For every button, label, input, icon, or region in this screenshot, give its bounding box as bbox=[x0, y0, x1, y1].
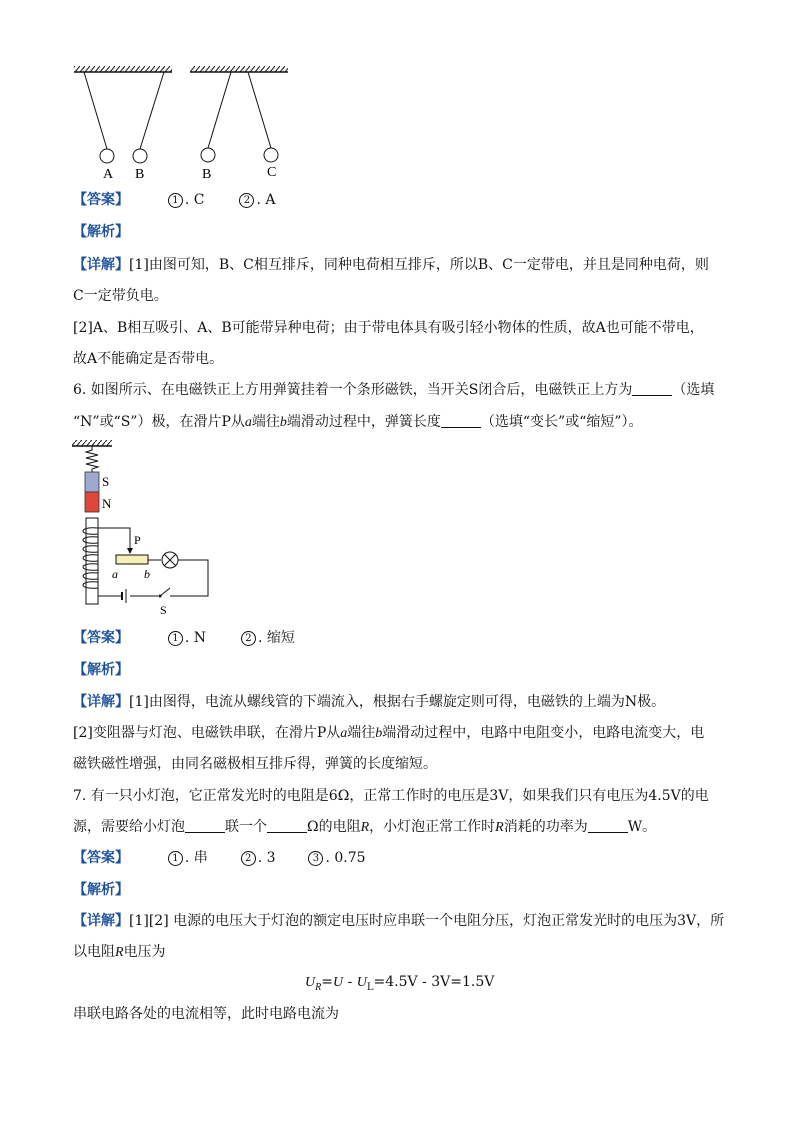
q7-stem-line1: 7. 有一只小灯泡，它正常发光时的电阻是6Ω，正常工作时的电压是3V，如果我们只有电压为4.5V的电 bbox=[73, 788, 709, 804]
answer-item: 1 . 串 bbox=[168, 848, 208, 868]
q6-analysis-label: 【解析】 bbox=[73, 662, 129, 678]
pole-s-label: S bbox=[102, 474, 110, 489]
ball-c bbox=[264, 148, 278, 162]
q7-last-line: 串联电路各处的电流相等，此时电路电流为 bbox=[73, 1006, 339, 1022]
electromagnet-figure bbox=[60, 436, 220, 616]
answer-item: 3 . 0.75 bbox=[308, 848, 365, 868]
q6-stem-line2: “N”或“S”）极，在滑片P从a端往b端滑动过程中，弹簧长度 （选填“变长”或“缩短”）。 bbox=[73, 414, 643, 430]
q7-formula: $U_R=U - U_L=4.5V - 3V=1.5V$ bbox=[305, 974, 495, 993]
blank-2 bbox=[441, 427, 481, 428]
q5-detail1-line2: C一定带负电。 bbox=[73, 288, 168, 304]
pendulum-figure bbox=[60, 60, 300, 190]
spring bbox=[86, 446, 98, 472]
q7-detail-line2: 以电阻R电压为 bbox=[73, 944, 166, 960]
slider-arrow bbox=[127, 548, 133, 554]
label-a: A bbox=[103, 167, 114, 182]
magnet-s-pole bbox=[85, 472, 99, 492]
end-a-label: a bbox=[112, 567, 118, 581]
slider-p-label: P bbox=[134, 533, 141, 547]
ceiling-left bbox=[74, 66, 172, 72]
q6-detail1: 【详解】[1]由图得，电流从螺线管的下端流入，根据右手螺旋定则可得，电磁铁的上端为N极。 bbox=[73, 694, 666, 710]
answer-item: 2 . 3 bbox=[241, 848, 276, 868]
blank-1 bbox=[185, 832, 225, 833]
end-b-label: b bbox=[144, 567, 150, 581]
pole-n-label: N bbox=[102, 496, 112, 511]
ceiling-right bbox=[190, 66, 288, 72]
q5-detail2-line1: [2]A、B相互吸引、A、B可能带异种电荷；由于带电体具有吸引轻小物体的性质，故A也可能不带电， bbox=[73, 320, 704, 336]
blank-2 bbox=[267, 832, 307, 833]
q7-detail-line1: 【详解】[1][2] 电源的电压大于灯泡的额定电压时应串联一个电阻分压，灯泡正常发光时的电压为3V，所 bbox=[73, 913, 725, 929]
q7-analysis-label: 【解析】 bbox=[73, 882, 129, 898]
answer-item: 1 . C bbox=[168, 190, 205, 210]
q5-answer-line bbox=[73, 190, 275, 210]
answer-label: 【答案】 bbox=[73, 192, 129, 208]
answer-item: 1 . N bbox=[168, 628, 206, 648]
q6-answer-line: 【答案】 1 . N 2 . 缩短 bbox=[73, 630, 295, 646]
label-b-left: B bbox=[135, 167, 145, 182]
magnet-n-pole bbox=[85, 492, 99, 512]
q5-detail2-line2: 故A不能确定是否带电。 bbox=[73, 351, 224, 367]
lamp bbox=[162, 552, 178, 568]
label-b-right: B bbox=[202, 167, 212, 182]
q6-detail2-line2: 磁铁磁性增强，由同名磁极相互排斥得，弹簧的长度缩短。 bbox=[73, 756, 437, 772]
ball-b-right bbox=[201, 148, 215, 162]
q7-answer-line: 【答案】 1 . 串 2 . 3 3 . 0.75 bbox=[73, 850, 366, 866]
switch-label: S bbox=[160, 603, 167, 616]
q5-detail1-line1: 【详解】[1]由图可知，B、C相互排斥，同种电荷相互排斥，所以B、C一定带电，并且是同种电荷，则 bbox=[73, 257, 709, 273]
answer-item: 2 . A bbox=[239, 190, 275, 210]
q6-detail2-line1: [2]变阻器与灯泡、电磁铁串联，在滑片P从a端往b端滑动过程中，电路中电阻变小，电路电流变大，电 bbox=[73, 725, 705, 741]
q6-stem-line1: 6. 如图所示、在电磁铁正上方用弹簧挂着一个条形磁铁，当开关S闭合后，电磁铁正上方为 （选填 bbox=[73, 382, 715, 398]
q7-stem-line2: 源，需要给小灯泡 联一个 Ω的电阻R，小灯泡正常工作时R消耗的功率为 W。 bbox=[73, 819, 657, 835]
answer-item: 2 . 缩短 bbox=[241, 628, 295, 648]
q5-analysis-label: 【解析】 bbox=[73, 224, 129, 240]
rheostat bbox=[116, 555, 148, 564]
label-c: C bbox=[267, 165, 277, 180]
blank-1 bbox=[632, 395, 672, 396]
blank-3 bbox=[588, 832, 628, 833]
ball-b-left bbox=[133, 149, 147, 163]
battery bbox=[122, 589, 126, 603]
ball-a bbox=[100, 149, 114, 163]
